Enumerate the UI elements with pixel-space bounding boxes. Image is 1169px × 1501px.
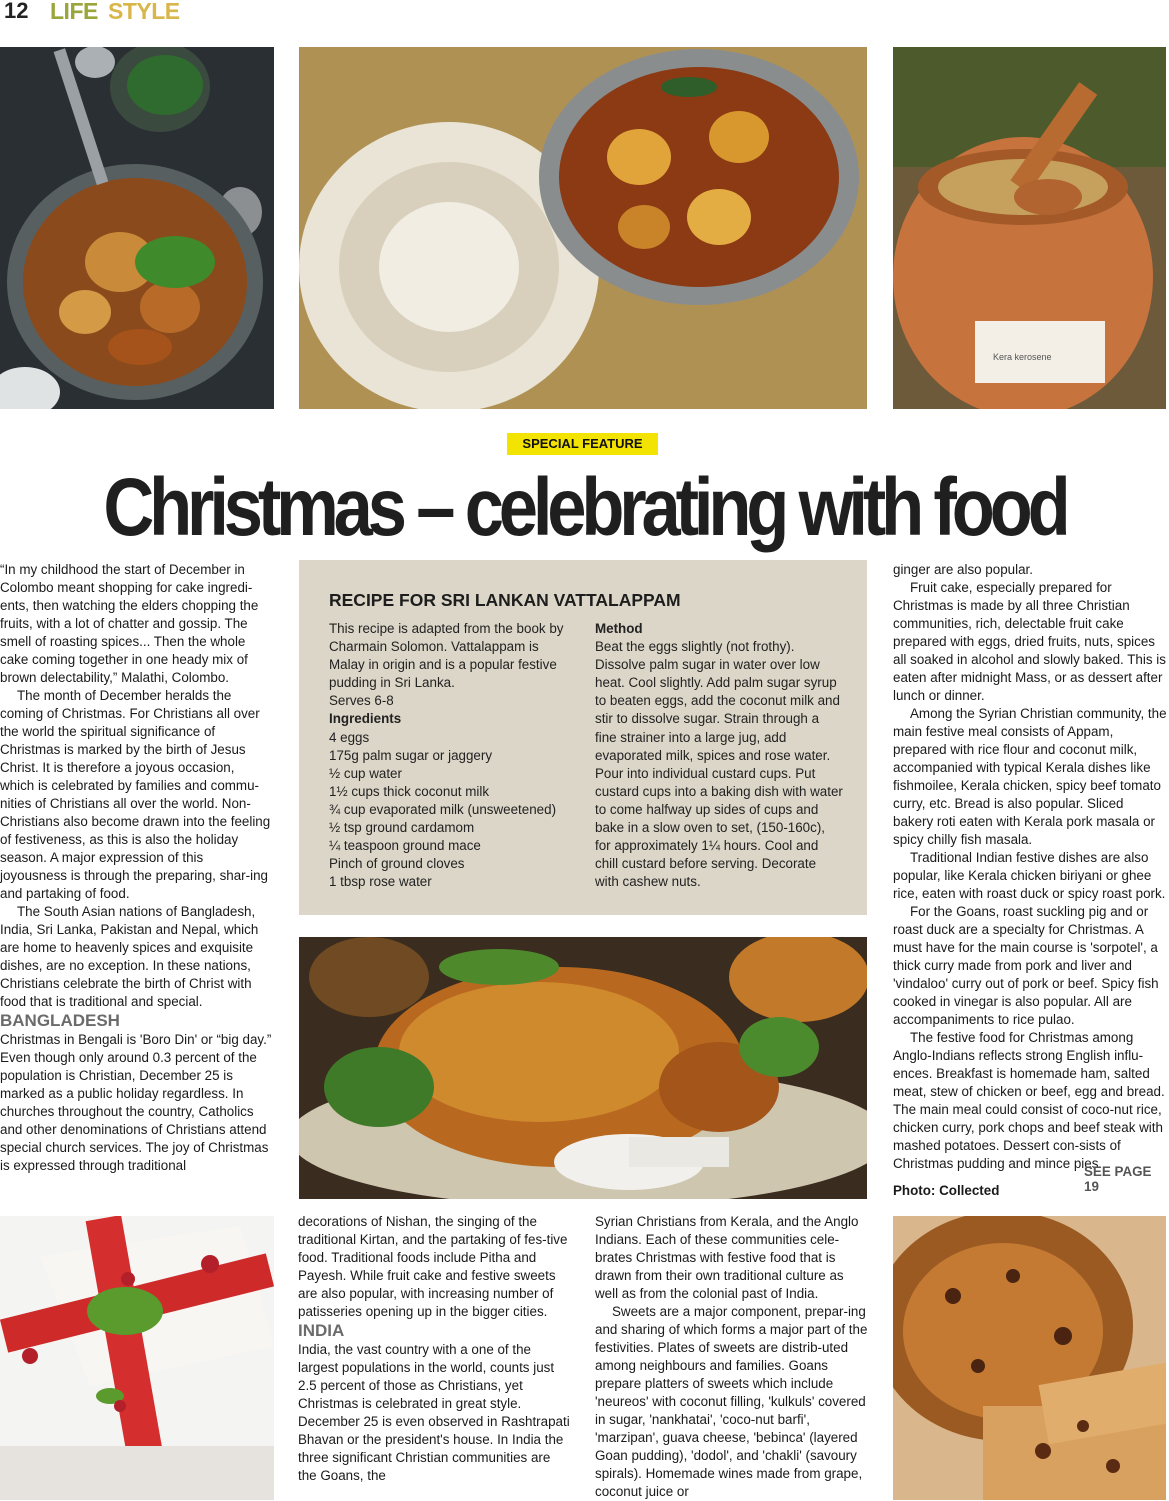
photo-clay-pot — [893, 47, 1166, 409]
column-2 — [298, 1213, 572, 1485]
column-1 — [0, 561, 272, 1175]
recipe-method-column — [595, 620, 843, 891]
paragraph: The month of December heralds the coming of Christmas. For Christians all over the world the spiritual significance of Christmas is marked by the birth of Jesus Christ. It is therefore a joyous occasion, which is celebrated by families and commu-nities of Christians all over the world. Non-Christians also become drawn into the feeling of festiveness, as this is also the holiday season. A major expression of this joyousness is through the preparing, shar-ing and partaking of food. — [0, 688, 271, 901]
ingredient-item: ¼ teaspoon ground mace — [329, 838, 481, 854]
ingredient-item: 1½ cups thick coconut milk — [329, 783, 490, 799]
paragraph: decorations of Nishan, the singing of the traditional Kirtan, and the partaking of fes-tive food. Traditional foods include Pitha and Payesh. While fruit cake and festive sweets are also popular, with increasing number of patisseries opening up in the bigger cities. — [298, 1214, 568, 1319]
paragraph: Fruit cake, especially prepared for Christmas is made by all three Christian communities, rich, delectable fruit cake prepared with eggs, dried fruits, nuts, spices all soaked in alcohol and slowly baked. This is eaten after midnight Mass, or as dessert after lunch or dinner. — [893, 580, 1166, 703]
ingredients-label: Ingredients — [329, 711, 402, 727]
paragraph: Syrian Christians from Kerala, and the Anglo Indians. Each of these communities cele-brates Christmas with festive food that is drawn from their own traditional culture as well as from the colonial past of India. — [595, 1214, 859, 1301]
column-4 — [893, 561, 1167, 1173]
ingredient-item: ½ cup water — [329, 765, 402, 781]
photo-vegetable-stew — [0, 47, 274, 409]
ingredient-item: 4 eggs — [329, 729, 370, 745]
recipe-intro: This recipe is adapted from the book by Charmain Solomon. Vattalappam is Malay in origin and is a popular festive pudding in Sri Lanka. — [329, 621, 564, 691]
paragraph: Sweets are a major component, prepar-ing and sharing of which forms a major part of the festivities. Plates of sweets are distrib-uted among neighbours and families. Goans prepare platters of sweets which include 'neureos' with coconut filling, 'kulkuls' covered in sugar, 'nankhatai', 'coco-nut barfi', 'marzipan', guava cheese, 'bebinca' (layered Goan pudding), 'dodol', and 'chakli' (savoury spirals). Homemade wines made from grape, coconut juice or — [595, 1304, 868, 1499]
paragraph: The South Asian nations of Bangladesh, India, Sri Lanka, Pakistan and Nepal, which are home to heavenly spices and exquisite dishes, are no exception. In these nations, Christians celebrate the birth of Christ with food that is traditional and special. — [0, 904, 259, 1009]
photo-credit: Photo: Collected — [893, 1183, 1000, 1198]
method-text: Beat the eggs slightly (not frothy). Dissolve palm sugar in water over low heat. Cool slightly. Add palm sugar syrup to beaten eggs, add the coconut milk and stir to dissolve sugar. Strain through a fine strainer into a large jug, add evaporated milk, spices and rose water. Pour into individual custard cups. Put custard cups into a baking dish with water to come halfway up sides of cups and bake in a slow oven to set, (150-160c), for approximately 1¼ hours. Cool and chill custard before serving. Decorate with cashew nuts. — [595, 639, 843, 890]
page-number: 12 — [4, 0, 29, 23]
ingredient-item: 1 tbsp rose water — [329, 874, 432, 890]
paragraph: The festive food for Christmas among Anglo-Indians reflects strong English influ-ences. Breakfast is homemade ham, salted meat, stew of chicken or beef, egg and bread. The main meal could consist of coco-nut rice, chicken curry, pork chops and beef steak with mashed potatoes. Dessert con-sists of Christmas pudding and mince pies. — [893, 1030, 1165, 1171]
photo-roast-turkey — [299, 937, 867, 1199]
recipe-title: RECIPE FOR SRI LANKAN VATTALAPPAM — [329, 590, 681, 610]
photo-fruit-cake — [893, 1216, 1166, 1500]
column-3 — [595, 1213, 869, 1501]
ingredient-item: Pinch of ground cloves — [329, 856, 465, 872]
recipe-serves: Serves 6-8 — [329, 693, 394, 709]
headline: Christmas – celebrating with food — [103, 462, 1066, 553]
see-page-link[interactable]: SEE PAGE 19 — [1084, 1164, 1152, 1194]
paragraph: Christmas in Bengali is 'Boro Din' or “big day.” Even though only around 0.3 percent of the population is Christian, December 25 is marked as a public holiday regardless. In churches throughout the country, Catholics and other denominations of Christians attend special church services. The joy of Christmas is expressed through traditional — [0, 1032, 272, 1173]
photo-christmas-cake — [0, 1216, 274, 1500]
pot-label-card-text: Kera kerosene — [993, 352, 1052, 362]
paragraph: ginger are also popular. — [893, 562, 1033, 577]
subhead-india: INDIA — [298, 1321, 345, 1340]
method-label: Method — [595, 621, 643, 636]
paragraph: For the Goans, roast suckling pig and or roast duck are a specialty for Christmas. A must have for the main course is 'sorpotel', a thick curry made from pork and liver and 'vindaloo' curry out of pork or beef. Spicy fish cooked in vinegar is also popular. All are accompaniments to rice pulao. — [893, 904, 1159, 1027]
paragraph: Traditional Indian festive dishes are also popular, like Kerala chicken biriyani or ghee rice, eaten with roast duck or spicy roast pork. — [893, 850, 1166, 901]
kicker-special-feature: SPECIAL FEATURE — [507, 433, 658, 455]
recipe-ingredients-column — [329, 620, 574, 891]
ingredient-item: ½ tsp ground cardamom — [329, 820, 475, 836]
photo-appam-egg-curry — [299, 47, 867, 409]
section-name-style: STYLE — [108, 0, 180, 24]
subhead-bangladesh: BANGLADESH — [0, 1011, 120, 1030]
ingredient-item: ¾ cup evaporated milk (unsweetened) — [329, 801, 557, 817]
paragraph: Among the Syrian Christian community, the main festive meal consists of Appam, prepared with rice flour and coconut milk, accompanied with typical Kerala dishes like fishmoilee, Kerala chicken, spicy beef tomato curry, etc. Bread is also popular. Sliced bakery roti eaten with Kerala pork masala or spicy chilly fish masala. — [893, 706, 1167, 847]
section-name-life: LIFE — [50, 0, 98, 24]
recipe-box — [299, 560, 867, 915]
ingredient-item: 175g palm sugar or jaggery — [329, 747, 493, 763]
paragraph: India, the vast country with a one of the largest populations in the world, counts just 2.5 percent of those as Christians, yet Christmas is celebrated in great style. December 25 is even observed in Rashtrapati Bhavan or the president's house. In India the three significant Christian communities are the Goans, the — [298, 1342, 570, 1483]
paragraph: “In my childhood the start of December in Colombo meant shopping for cake ingredi-ents, then watching the elders chopping the fruits, with a lot of chatter and gossip. The smell of roasting spices... Then the whole cake coming together in one heady mix of brown delectability,” Malathi, Colombo. — [0, 562, 259, 685]
